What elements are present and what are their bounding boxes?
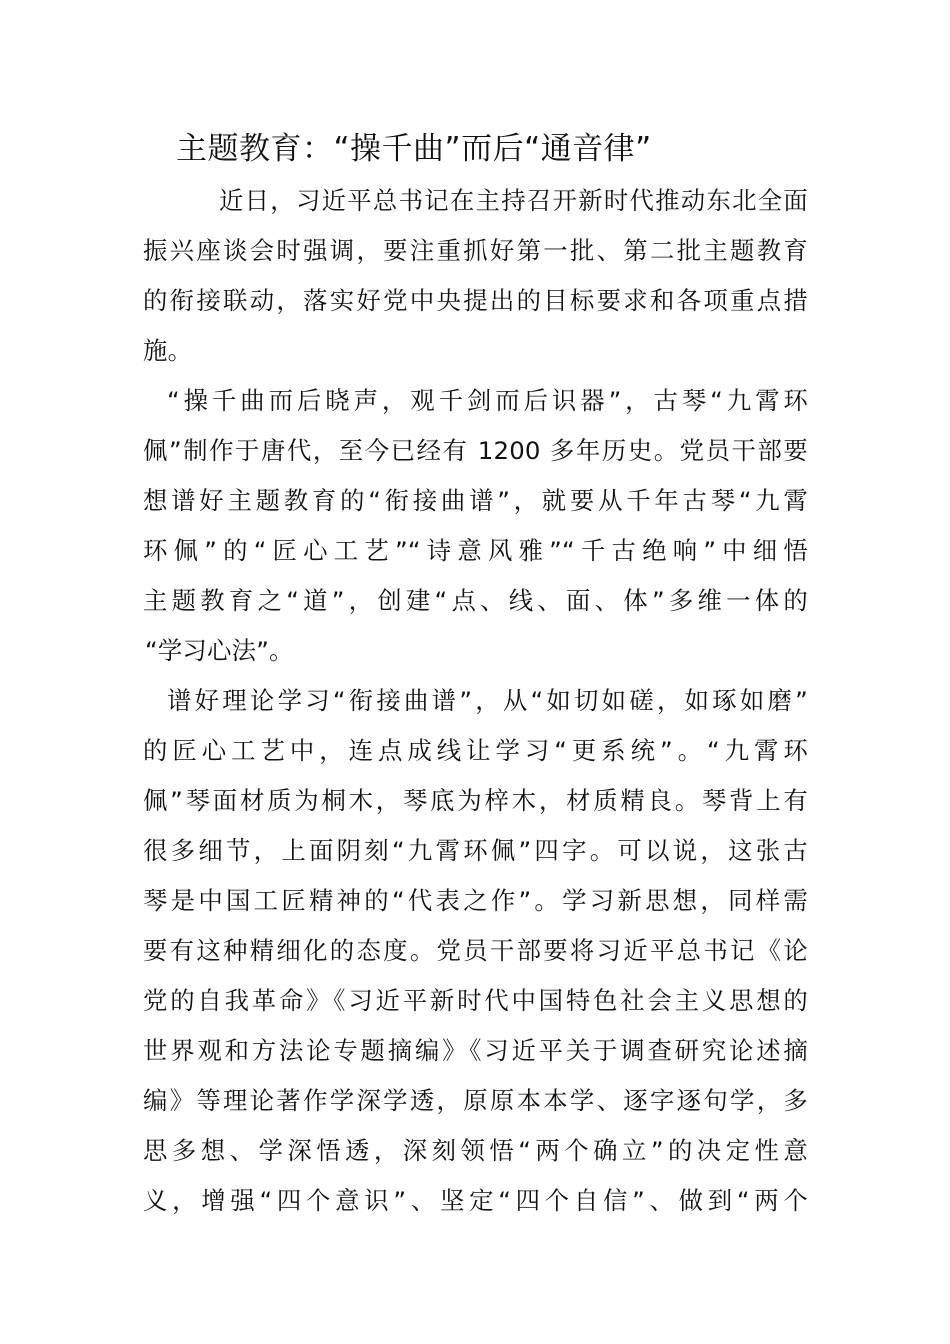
document-body	[143, 176, 808, 1226]
paragraph-1-line-4: 施。	[143, 336, 193, 365]
paragraph-2-line-6: “学习心法”。	[145, 636, 294, 665]
paragraph-2-line-3: 想谱好主题教育的“衔接曲谱”，就要从千年古琴“九霄	[143, 486, 808, 515]
paragraph-3-line-10: 思多想、学深悟透，深刻领悟“两个确立”的决定性意	[143, 1136, 808, 1165]
paragraph-2-line-2: 佩”制作于唐代，至今已经有 1200 多年历史。党员干部要	[143, 436, 808, 465]
document-title: 主题教育：“操千曲”而后“通音律”	[176, 131, 652, 167]
paragraph-1-line-2: 振兴座谈会时强调，要注重抓好第一批、第二批主题教育	[143, 236, 808, 265]
paragraph-1-line-3: 的衔接联动，落实好党中央提出的目标要求和各项重点措	[143, 286, 808, 315]
paragraph-3-line-2: 的匠心工艺中，连点成线让学习“更系统”。“九霄环	[143, 736, 808, 765]
paragraph-3-line-4: 很多细节，上面阴刻“九霄环佩”四字。可以说，这张古	[143, 836, 808, 865]
paragraph-3-line-6: 要有这种精细化的态度。党员干部要将习近平总书记《论	[143, 936, 808, 965]
paragraph-3-line-9: 编》等理论著作学深学透，原原本本学、逐字逐句学，多	[143, 1086, 808, 1115]
paragraph-3-line-11: 义，增强“四个意识”、坚定“四个自信”、做到“两个	[143, 1186, 808, 1215]
paragraph-2-line-4: 环佩”的“匠心工艺”“诗意风雅”“千古绝响”中细悟	[143, 536, 808, 565]
paragraph-2-line-5: 主题教育之“道”，创建“点、线、面、体”多维一体的	[143, 586, 808, 615]
paragraph-3-line-5: 琴是中国工匠精神的“代表之作”。学习新思想，同样需	[143, 886, 808, 915]
paragraph-3-line-7: 党的自我革命》《习近平新时代中国特色社会主义思想的	[143, 986, 808, 1015]
paragraph-3-line-8: 世界观和方法论专题摘编》《习近平关于调查研究论述摘	[143, 1036, 808, 1065]
paragraph-2-line-1: “操千曲而后晓声，观千剑而后识器”，古琴“九霄环	[167, 386, 808, 415]
paragraph-3-line-1: 谱好理论学习“衔接曲谱”，从“如切如磋，如琢如磨”	[167, 686, 808, 715]
paragraph-1-line-1: 近日，习近平总书记在主持召开新时代推动东北全面	[219, 186, 808, 215]
paragraph-3-line-3: 佩”琴面材质为桐木，琴底为梓木，材质精良。琴背上有	[143, 786, 808, 815]
